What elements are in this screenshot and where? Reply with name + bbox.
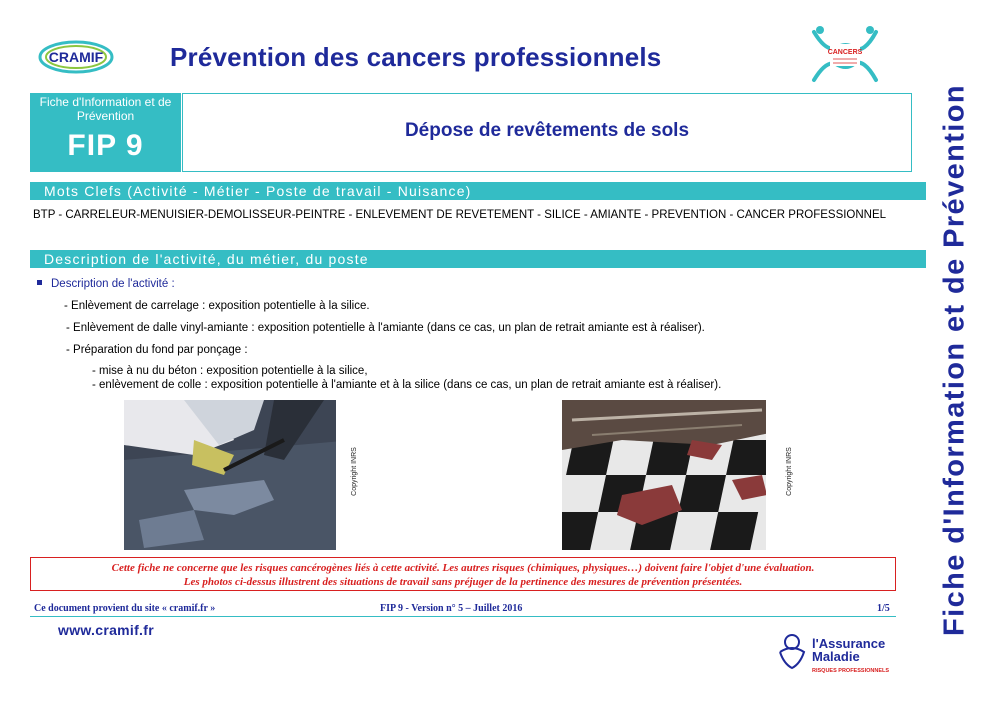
side-title-text: Fiche d'Information et de Prévention	[938, 84, 971, 636]
cramif-logo	[38, 38, 118, 76]
keywords-text: BTP - CARRELEUR-MENUISIER-DEMOLISSEUR-PEINTRE - ENLEVEMENT DE REVETEMENT - SILICE - AMIANTE - PREVENTION - CANCER PROFESSIONNEL	[33, 209, 887, 221]
photo-copyright: Copyright INRS	[350, 447, 358, 496]
photo-floor-debris	[562, 400, 784, 550]
photo-copyright: Copyright INRS	[785, 447, 793, 496]
description-label-text: Description de l'activité :	[51, 278, 175, 290]
footer-divider	[30, 616, 896, 617]
description-label	[37, 278, 175, 290]
description-subline: - mise à nu du béton : exposition potentielle à la silice,	[92, 365, 368, 377]
disclaimer-line: Cette fiche ne concerne que les risques cancérogènes liés à cette activité. Les autres risques (chimiques, physiques…) doivent faire l'objet d'une évaluation.	[111, 562, 815, 574]
website-link[interactable]: www.cramif.fr	[58, 622, 154, 638]
description-heading: Description de l'activité, du métier, du poste	[30, 250, 926, 268]
am-logo-line3: RISQUES PROFESSIONNELS	[812, 668, 890, 674]
photo-tile-removal	[124, 400, 354, 550]
sheet-title: Dépose de revêtements de sols	[404, 120, 690, 141]
disclaimer-line: Les photos ci-dessus illustrent des situations de travail sans préjuger de la pertinence des mesures de prévention présentées.	[183, 576, 743, 588]
am-logo-line2: Maladie	[812, 649, 860, 664]
fip-code: FIP 9	[67, 129, 144, 162]
footer-source: Ce document provient du site « cramif.fr »	[34, 603, 216, 614]
page-title: Prévention des cancers professionnels	[170, 42, 662, 72]
description-line: - Enlèvement de dalle vinyl-amiante : exposition potentielle à l'amiante (dans ce cas, un plan de retrait amiante est à réaliser).	[66, 322, 705, 334]
bullet-icon	[37, 280, 42, 285]
cramif-logo-text: CRAMIF	[48, 49, 104, 65]
disclaimer-note	[30, 557, 896, 591]
assurance-maladie-logo	[770, 628, 900, 678]
am-logo-line1: l'Assurance	[812, 636, 886, 651]
fip-subtitle: Fiche d'Information et de Prévention	[39, 95, 172, 123]
keywords-heading: Mots Clefs (Activité - Métier - Poste de travail - Nuisance)	[30, 182, 926, 200]
description-line: - Enlèvement de carrelage : exposition potentielle à la silice.	[64, 300, 370, 312]
sheet-title-box	[182, 93, 912, 172]
page-number: 1/5	[877, 603, 890, 614]
description-subline: - enlèvement de colle : exposition potentielle à l'amiante et à la silice (dans ce cas, un plan de retrait amiante est à réaliser).	[92, 379, 722, 391]
cancers-logo-text: CANCERS	[827, 49, 863, 56]
description-line: - Préparation du fond par ponçage :	[66, 344, 248, 356]
side-title	[930, 30, 980, 690]
fip-box	[30, 93, 181, 172]
cancers-logo	[806, 22, 884, 88]
footer-version: FIP 9 - Version n° 5 – Juillet 2016	[380, 603, 523, 614]
